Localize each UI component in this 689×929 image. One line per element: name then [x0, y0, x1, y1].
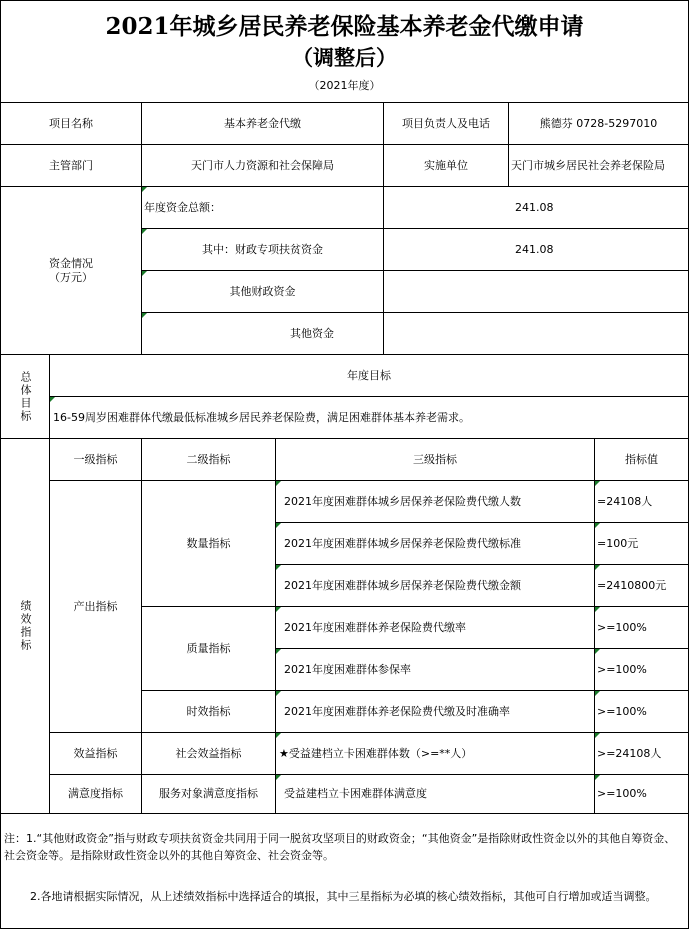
level2-quality: 质量指标: [141, 606, 276, 691]
indicator-value: >=24108人: [594, 732, 689, 775]
label-department: 主管部门: [0, 144, 142, 187]
level2-social: 社会效益指标: [141, 732, 276, 775]
contact-value: 熊德芬 0728-5297010: [508, 102, 689, 145]
indicator-value: >=100%: [594, 606, 689, 649]
other-funds-value: [383, 312, 689, 355]
form-year: （2021年度）: [308, 79, 381, 92]
implementer-value: 天门市城乡居民社会养老保险局: [508, 144, 689, 187]
note-1: 注：1.“其他财政资金”指与财政专项扶贫资金共同用于同一脱贫攻坚项目的财政资金；“其他资金”是指除财政性资金以外的其他自筹资金、社会资金等。是指除财政性资金以外的其他自筹资金、社会资金等。: [4, 832, 676, 862]
label-performance: 绩效指标: [0, 438, 50, 814]
level2-timeliness: 时效指标: [141, 690, 276, 733]
indicator-row: ★受益建档立卡困难群体数（>=**人）: [275, 732, 595, 775]
header-value: 指标值: [594, 438, 689, 481]
label-other-funds: 其他资金: [141, 312, 384, 355]
label-special-funds: 其中：财政专项扶贫资金: [141, 228, 384, 271]
level2-quantity: 数量指标: [141, 480, 276, 607]
level1-output: 产出指标: [49, 480, 142, 733]
header-level3: 三级指标: [275, 438, 595, 481]
indicator-value: >=100%: [594, 774, 689, 814]
department-value: 天门市人力资源和社会保障局: [141, 144, 384, 187]
indicator-value: =24108人: [594, 480, 689, 523]
indicator-row: 2021年度困难群体城乡居保养老保险费代缴人数: [275, 480, 595, 523]
indicator-row: 2021年度困难群体养老保险费代缴率: [275, 606, 595, 649]
label-contact: 项目负责人及电话: [383, 102, 509, 145]
form-subtitle: （调整后）: [292, 45, 397, 70]
indicator-row: 2021年度困难群体养老保险费代缴及时准确率: [275, 690, 595, 733]
indicator-row: 受益建档立卡困难群体满意度: [275, 774, 595, 814]
indicator-row: 2021年度困难群体城乡居保养老保险费代缴金额: [275, 564, 595, 607]
header-level2: 二级指标: [141, 438, 276, 481]
level2-service: 服务对象满意度指标: [141, 774, 276, 814]
project-name: 基本养老金代缴: [141, 102, 384, 145]
level1-satisfaction: 满意度指标: [49, 774, 142, 814]
level1-benefit: 效益指标: [49, 732, 142, 775]
label-overall-goal: 总体目标: [0, 354, 50, 439]
header-level1: 一级指标: [49, 438, 142, 481]
note-2: 2.各地请根据实际情况，从上述绩效指标中选择适合的填报，其中三星指标为必填的核心绩效指标，其他可自行增加或适当调整。: [30, 890, 657, 903]
annual-goal-text: 16-59周岁困难群体代缴最低标准城乡居民养老保险费，满足困难群体基本养老需求。: [49, 396, 689, 439]
label-other-fiscal-funds: 其他财政资金: [141, 270, 384, 313]
label-implementer: 实施单位: [383, 144, 509, 187]
label-annual-goal: 年度目标: [49, 354, 689, 397]
label-total-funds: 年度资金总额：: [141, 186, 384, 229]
form-title: 2021年城乡居民养老保险基本养老金代缴申请: [105, 13, 584, 40]
indicator-value: =2410800元: [594, 564, 689, 607]
other-fiscal-funds-value: [383, 270, 689, 313]
indicator-value: >=100%: [594, 690, 689, 733]
special-funds-value: 241.08: [383, 228, 689, 271]
total-funds-value: 241.08: [383, 186, 689, 229]
indicator-row: 2021年度困难群体城乡居保养老保险费代缴标准: [275, 522, 595, 565]
label-project-name: 项目名称: [0, 102, 142, 145]
indicator-value: =100元: [594, 522, 689, 565]
indicator-row: 2021年度困难群体参保率: [275, 648, 595, 691]
label-funds: 资金情况 （万元）: [0, 186, 142, 355]
indicator-value: >=100%: [594, 648, 689, 691]
